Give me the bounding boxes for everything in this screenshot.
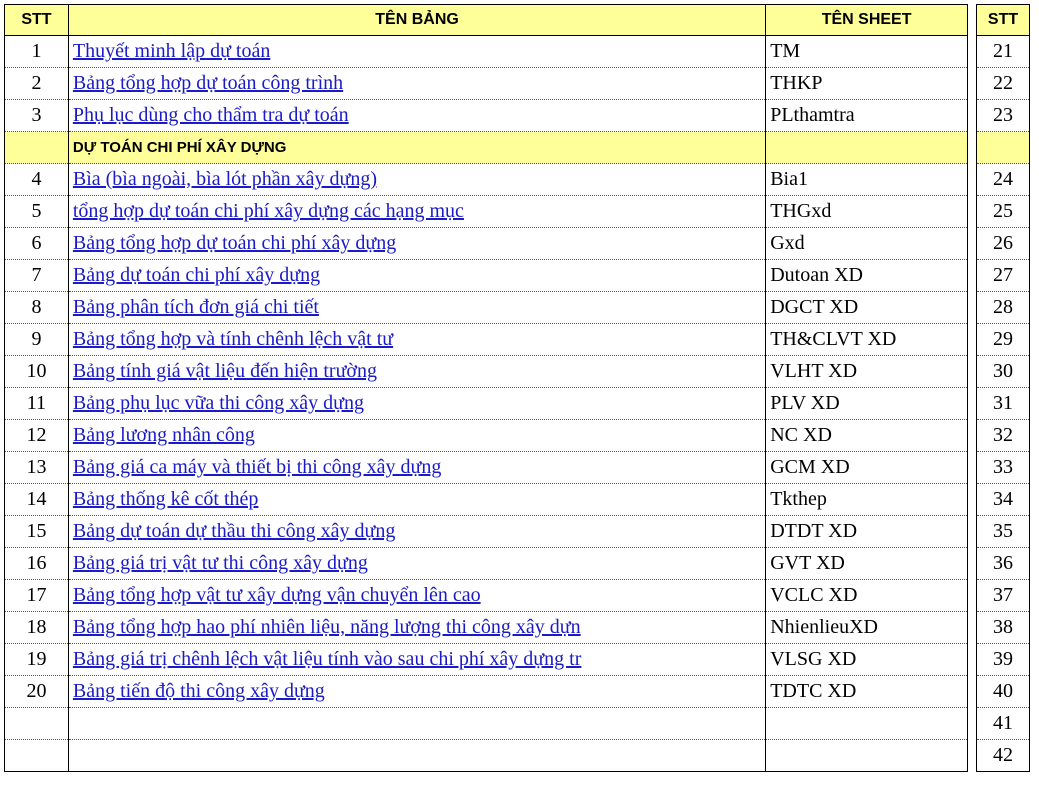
sheet-link[interactable]: Bảng tổng hợp vật tư xây dựng vận chuyển lên cao [72,584,481,606]
side-stt: 37 [977,580,1030,612]
row-sheet-name: VLHT XD [766,356,968,388]
row-sheet-name [766,132,968,164]
row-name-cell [68,164,765,196]
row-name-cell [68,356,765,388]
table-row [5,68,968,100]
row-sheet-name: Gxd [766,228,968,260]
side-row [977,228,1030,260]
side-stt: 40 [977,676,1030,708]
side-stt: 42 [977,740,1030,772]
table-row [5,708,968,740]
side-stt: 32 [977,420,1030,452]
side-row [977,356,1030,388]
side-row [977,100,1030,132]
side-row [977,484,1030,516]
side-stt: 21 [977,36,1030,68]
side-stt: 30 [977,356,1030,388]
side-row [977,420,1030,452]
sheet-link[interactable]: Bảng phân tích đơn giá chi tiết [72,296,319,318]
row-name-cell [68,644,765,676]
side-row [977,740,1030,772]
table-row [5,324,968,356]
row-name-cell [68,196,765,228]
side-row [977,516,1030,548]
row-name-cell [68,228,765,260]
row-sheet-name: GCM XD [766,452,968,484]
sheet-link[interactable]: Bảng dự toán dự thầu thi công xây dựng [72,520,396,542]
sheet-link[interactable]: Phụ lục dùng cho thẩm tra dự toán [72,104,349,126]
row-name-cell [68,100,765,132]
side-stt: 29 [977,324,1030,356]
sheet-link[interactable]: Bảng tổng hợp dự toán công trình [72,72,344,94]
row-sheet-name: Dutoan XD [766,260,968,292]
sheet-index-table [4,4,968,772]
side-row [977,196,1030,228]
side-row [977,388,1030,420]
side-row [977,68,1030,100]
row-sheet-name: TDTC XD [766,676,968,708]
side-stt [977,132,1030,164]
row-stt: 11 [5,388,69,420]
side-stt: 39 [977,644,1030,676]
table-row [5,580,968,612]
sheet-link[interactable]: Bảng phụ lục vữa thi công xây dựng [72,392,364,414]
sheet-link[interactable]: Bảng thống kê cốt thép [72,488,259,510]
row-sheet-name: Tkthep [766,484,968,516]
side-stt: 24 [977,164,1030,196]
row-stt [5,740,69,772]
row-stt: 9 [5,324,69,356]
table-row [5,612,968,644]
row-stt: 6 [5,228,69,260]
row-sheet-name: VCLC XD [766,580,968,612]
sheet-link[interactable]: Bảng giá trị chênh lệch vật liệu tính vào sau chi phí xây dựng tr [72,648,582,670]
row-name-cell [68,324,765,356]
row-name-cell [68,484,765,516]
side-row [977,164,1030,196]
table-row [5,260,968,292]
table-row [5,516,968,548]
sheet-link[interactable]: Bảng tiến độ thi công xây dựng [72,680,325,702]
sheet-link[interactable]: Bảng tính giá vật liệu đến hiện trường [72,360,378,382]
sheet-link[interactable]: Thuyết minh lập dự toán [72,40,271,62]
row-stt: 7 [5,260,69,292]
side-stt: 27 [977,260,1030,292]
sheet-link[interactable]: Bảng tổng hợp hao phí nhiên liệu, năng lượng thi công xây dựn [72,616,581,638]
row-name-cell [68,388,765,420]
sheet-link[interactable]: Bảng dự toán chi phí xây dựng [72,264,321,286]
side-table-body [977,36,1030,772]
row-stt: 3 [5,100,69,132]
row-stt: 16 [5,548,69,580]
row-sheet-name [766,740,968,772]
table-row [5,548,968,580]
side-row [977,36,1030,68]
sheet-link[interactable]: tổng hợp dự toán chi phí xây dựng các hạng mục [72,200,464,222]
row-sheet-name: VLSG XD [766,644,968,676]
side-stt: 28 [977,292,1030,324]
empty-cell [68,708,765,740]
row-sheet-name: PLV XD [766,388,968,420]
side-row [977,676,1030,708]
side-row [977,292,1030,324]
row-sheet-name [766,708,968,740]
row-stt: 4 [5,164,69,196]
side-row [977,548,1030,580]
side-stt: 33 [977,452,1030,484]
row-sheet-name: NhienlieuXD [766,612,968,644]
table-row [5,676,968,708]
row-name-cell [68,676,765,708]
row-name-cell [68,36,765,68]
empty-cell [68,740,765,772]
sheet-link[interactable]: Bảng giá ca máy và thiết bị thi công xây dựng [72,456,442,478]
row-stt: 13 [5,452,69,484]
table-row [5,36,968,68]
sheet-link[interactable]: Bảng tổng hợp dự toán chi phí xây dựng [72,232,397,254]
side-row [977,580,1030,612]
table-row [5,228,968,260]
table-row [5,644,968,676]
table-row [5,388,968,420]
side-stt: 38 [977,612,1030,644]
side-stt: 34 [977,484,1030,516]
side-stt-table [976,4,1030,772]
table-row [5,100,968,132]
row-name-cell [68,452,765,484]
table-row [5,292,968,324]
row-stt: 15 [5,516,69,548]
row-stt: 12 [5,420,69,452]
row-name-cell [68,68,765,100]
side-row [977,708,1030,740]
row-sheet-name: Bia1 [766,164,968,196]
row-stt: 8 [5,292,69,324]
header-sheet-name: TÊN SHEET [766,5,968,36]
row-stt [5,708,69,740]
sheet-link[interactable]: Bảng giá trị vật tư thi công xây dựng [72,552,368,574]
row-stt: 17 [5,580,69,612]
side-stt: 35 [977,516,1030,548]
side-stt: 25 [977,196,1030,228]
row-sheet-name: NC XD [766,420,968,452]
side-stt: 26 [977,228,1030,260]
side-row [977,132,1030,164]
row-sheet-name: GVT XD [766,548,968,580]
row-stt: 1 [5,36,69,68]
side-stt: 41 [977,708,1030,740]
row-name-cell [68,516,765,548]
row-name-cell [68,548,765,580]
row-name-cell [68,260,765,292]
row-sheet-name: TM [766,36,968,68]
table-body [5,36,968,772]
row-sheet-name: TH&CLVT XD [766,324,968,356]
row-sheet-name: DTDT XD [766,516,968,548]
side-row [977,612,1030,644]
row-stt: 14 [5,484,69,516]
table-row [5,356,968,388]
sheet-link[interactable]: Bảng tổng hợp và tính chênh lệch vật tư [72,328,394,350]
section-title: DỰ TOÁN CHI PHÍ XÂY DỰNG [68,132,765,164]
row-stt: 20 [5,676,69,708]
side-row [977,452,1030,484]
table-row [5,484,968,516]
row-sheet-name: DGCT XD [766,292,968,324]
side-row [977,324,1030,356]
row-sheet-name: THGxd [766,196,968,228]
row-name-cell [68,580,765,612]
row-stt: 5 [5,196,69,228]
side-stt: 31 [977,388,1030,420]
row-sheet-name: PLthamtra [766,100,968,132]
table-row [5,452,968,484]
table-row [5,740,968,772]
row-stt: 10 [5,356,69,388]
header-table-name: TÊN BẢNG [68,5,765,36]
side-row [977,644,1030,676]
table-row [5,164,968,196]
row-name-cell [68,292,765,324]
side-stt: 36 [977,548,1030,580]
header-row [5,5,968,36]
table-row [5,420,968,452]
side-stt: 23 [977,100,1030,132]
row-name-cell [68,420,765,452]
row-stt [5,132,69,164]
side-header-stt: STT [977,5,1030,36]
row-name-cell [68,612,765,644]
row-stt: 2 [5,68,69,100]
side-row [977,260,1030,292]
section-row [5,132,968,164]
sheet-link[interactable]: Bìa (bìa ngoài, bìa lót phần xây dựng) [72,168,377,190]
side-stt: 22 [977,68,1030,100]
table-row [5,196,968,228]
header-stt: STT [5,5,69,36]
row-stt: 18 [5,612,69,644]
side-header-row [977,5,1030,36]
sheet-link[interactable]: Bảng lương nhân công [72,424,255,446]
row-sheet-name: THKP [766,68,968,100]
row-stt: 19 [5,644,69,676]
